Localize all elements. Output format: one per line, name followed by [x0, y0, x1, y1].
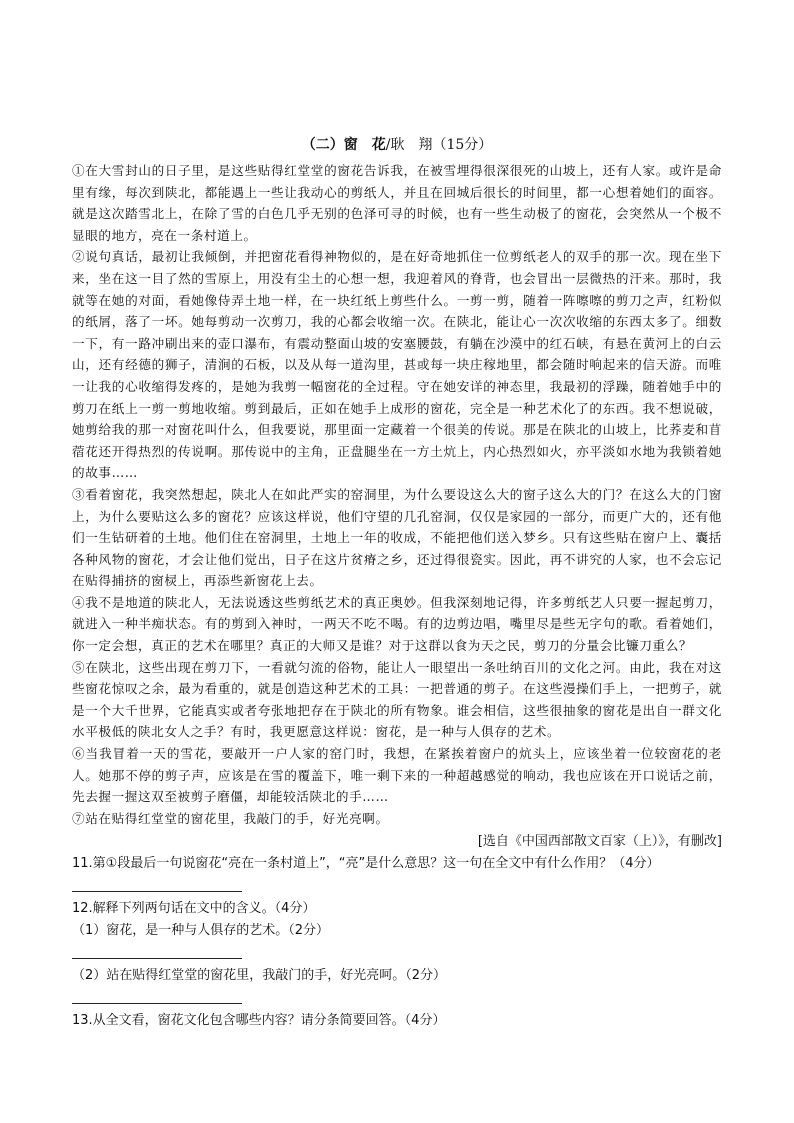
article-title-text: （二）窗 花 [301, 137, 386, 153]
exam-page [72, 134, 722, 1032]
paragraph-5: ⑤在陕北，这些出现在剪刀下，一看就匀流的俗物，能让人一眼望出一条吐纳百川的文化之河。由此，我在对这些窗花惊叹之余，最为看重的，就是创造这种艺术的工具：一把普通的剪子。在这些漫操们手上，一把剪子，就是一个大千世界，它能真实或者夸张地把存在于陕北的所有物象。谁会相信，这些很抽象的窗花是出自一群文化水平极低的陕北女人之手？有时，我更愿意这样说：窗花，是一种与人俱存的艺术。 [72, 659, 722, 740]
paragraph-4: ④我不是地道的陕北人，无法说透这些剪纸艺术的真正奥妙。但我深刻地记得，许多剪纸艺人只要一握起剪刀，就进入一种半痴状态。有的剪到入神时，一两天不吃不喝。有的边剪边唱，嘴里尽是些无字句的歌。看着她们，你一定会想，真正的艺术在哪里？真正的大师又是谁？对于这群以食为天之民，剪刀的分量会比镰刀重么？ [72, 594, 722, 654]
answer-line-11[interactable] [72, 875, 242, 892]
question-12-2: （2）站在贴得红堂堂的窗花里，我敲门的手，好光亮呵。（2分） [72, 968, 447, 984]
question-13: 13.从全文看，窗花文化包含哪些内容？请分条简要回答。（4分） [72, 1013, 446, 1029]
answer-line-12-1[interactable] [72, 942, 242, 959]
article-title [72, 134, 722, 154]
article-body [72, 160, 722, 829]
paragraph-6: ⑥当我冒着一天的雪花，要敲开一户人家的窑门时，我想，在紧挨着窗户的炕头上，应该坐着一位较窗花的老人。她那不停的剪子声，应该是在雪的覆盖下，唯一剩下来的一种超越感觉的响动，我也应该在开口说话之前，先去握一握这双至被剪子磨僵，却能较活陕北的手…… [72, 746, 722, 805]
paragraph-2: ②说句真话，最初让我倾倒，并把窗花看得神物似的，是在好奇地抓住一位剪纸老人的双手的那一次。现在坐下来，坐在这一目了然的雪原上，用没有尘土的心想一想，我迎着风的脊背，也会冒出一层微热的汗来。那时，我就等在她的对面，看她像侍弄土地一样，在一块红纸上剪些什么。一剪一剪，随着一阵嚓嚓的剪刀之声，红粉似的纸屑，落了一坏。她每剪动一次剪刀，我的心都会收缩一次。在陕北，能让心一次次收缩的东西太多了。细数一下，有一路冲刷出来的壶口瀑布，有震动整面山坡的安塞腰鼓，有躺在沙漠中的红石峡，有悬在黄河上的白云山，还有经德的狮子，清涧的石板，以及从每一道沟里，甚或每一块庄稼地里，都会随时响起来的信天游。而唯一让我的心收缩得发疼的，是她为我剪一幅窗花的全过程。守在她安详的神态里，我最初的浮躁，随着她手中的剪刀在纸上一剪一剪地收缩。剪到最后，正如在她手上成形的窗花，完全是一种艺术化了的东西。我不想说破，她剪给我的那一对窗花叫什么，但我要说，那里面一定藏着一个很美的传说。那是在陕北的山坡上，比荞麦和苜蓿花还开得热烈的传说啊。那传说中的主角，正盘腿坐在一方土炕上，内心热烈如火，亦平淡如水地为我锁着她的故事…… [72, 249, 722, 481]
question-12: 12.解释下列两句话在文中的含义。（4分） [72, 901, 316, 917]
article-author: /耿 翔（15分） [385, 137, 493, 153]
paragraph-3: ③看着窗花，我突然想起，陕北人在如此严实的窑洞里，为什么要设这么大的窗子这么大的门？在这么大的门窗上，为什么要贴这么多的窗花？应该这样说，他们守望的几孔窑洞，仅仅是家园的一部分，而更广大的，还有他们一生钻研着的土地。他们住在窑洞里，土地上一年的收成，不能把他们送入梦乡。只有这些贴在窗户上、囊括各种风物的窗花，才会让他们觉出，日子在这片贫瘠之乡，还过得很瓷实。因此，再不讲究的人家，也不会忘记在贴得捕挤的窗棂上，再添些新窗花上去。 [72, 486, 722, 589]
answer-line-12-2[interactable] [72, 987, 242, 1004]
question-12-1: （1）窗花，是一种与人俱存的艺术。（2分） [72, 923, 330, 939]
article-source: [选自《中国西部散文百家（上）》，有删改] [477, 834, 722, 850]
paragraph-1: ①在大雪封山的日子里，是这些贴得红堂堂的窗花告诉我，在被雪埋得很深很死的山坡上，还有人家。或许是命里有缘，每次到陕北，都能遇上一些让我动心的剪纸人，并且在回城后很长的时间里，都一心想着她们的面容。就是这次踏雪北上，在除了雪的白色几乎无别的色泽可寻的时候，也有一些生动极了的窗花，会突然从一个极不显眼的地方，亮在一条村道上。 [72, 163, 722, 243]
question-11: 11.第①段最后一句说窗花“亮在一条村道上”，“亮”是什么意思？这一句在全文中有什么作用？（4分） [72, 856, 660, 872]
paragraph-7: ⑦站在贴得红堂堂的窗花里，我敲门的手，好光亮啊。 [72, 810, 389, 826]
